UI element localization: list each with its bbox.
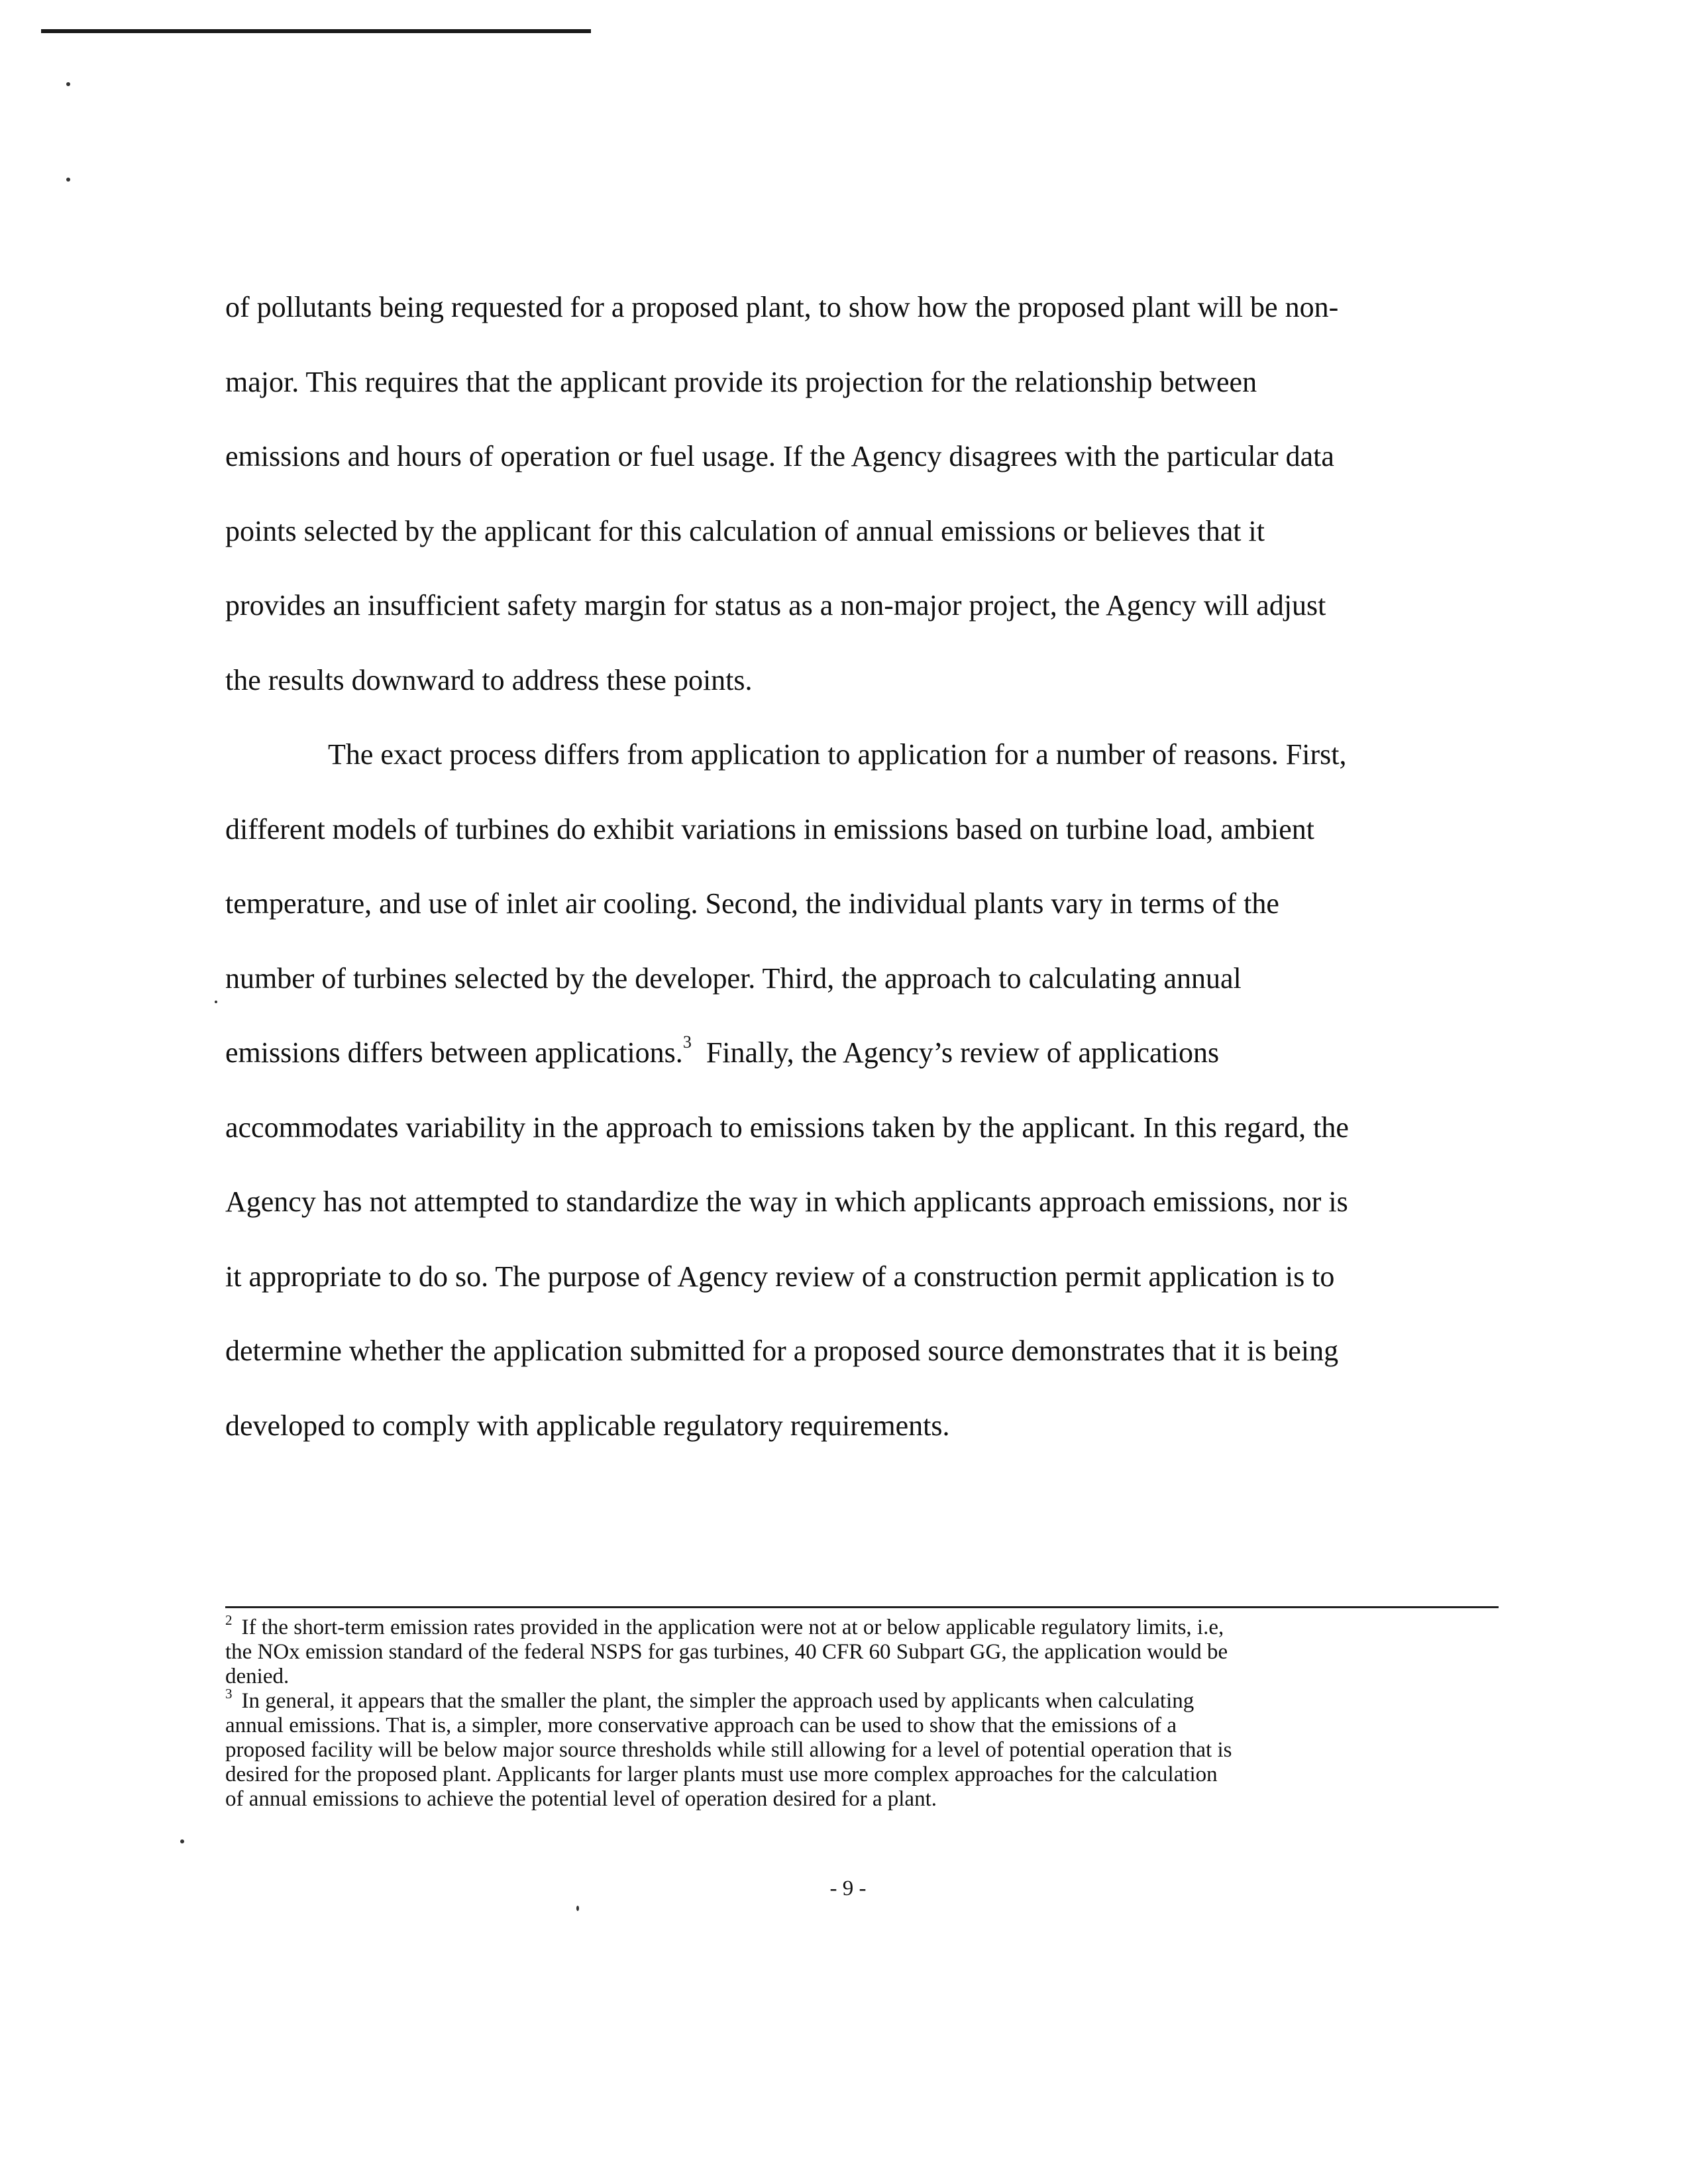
- document-body: [225, 270, 1504, 1463]
- body-line: emissions and hours of operation or fuel usage. If the Agency disagrees with the particular data: [225, 440, 1334, 472]
- body-line: temperature, and use of inlet air cooling. Second, the individual plants vary in terms of the: [225, 887, 1279, 920]
- body-line-segment: Finally, the Agency’s review of applications: [691, 1036, 1220, 1069]
- footnote-line: [225, 1612, 1504, 1640]
- footnote-line: [225, 1686, 1504, 1714]
- footnote-marker: 3: [225, 1686, 233, 1702]
- body-line: it appropriate to do so. The purpose of Agency review of a construction permit application is to: [225, 1260, 1335, 1293]
- body-line: the results downward to address these points.: [225, 663, 753, 696]
- body-line: The exact process differs from application to application for a number of reasons. First,: [328, 738, 1347, 771]
- body-line: developed to comply with applicable regulatory requirements.: [225, 1409, 950, 1442]
- footnote-line: annual emissions. That is, a simpler, more conservative approach can be used to show that the emissions of a: [225, 1714, 1177, 1737]
- body-line: of pollutants being requested for a proposed plant, to show how the proposed plant will be non-: [225, 291, 1339, 323]
- footnote-line: the NOx emission standard of the federal NSPS for gas turbines, 40 CFR 60 Subpart GG, the application would be: [225, 1640, 1228, 1664]
- body-line: accommodates variability in the approach to emissions taken by the applicant. In this regard, the: [225, 1111, 1349, 1144]
- paragraph-1: [225, 270, 1504, 718]
- footnote-line: desired for the proposed plant. Applicants for larger plants must use more complex approaches for the calculation: [225, 1763, 1218, 1786]
- footnote-text: In general, it appears that the smaller the plant, the simpler the approach used by applicants when calculating: [241, 1689, 1194, 1713]
- page-number: - 9 -: [829, 1877, 867, 1900]
- top-rule: [41, 29, 591, 33]
- body-line-segment: emissions differs between applications.: [225, 1036, 683, 1069]
- paragraph-2: [225, 718, 1504, 1463]
- footnote-line: denied.: [225, 1665, 290, 1688]
- body-line: different models of turbines do exhibit variations in emissions based on turbine load, ambient: [225, 812, 1314, 846]
- body-line: Agency has not attempted to standardize the way in which applicants approach emissions, nor is: [225, 1185, 1348, 1218]
- body-line: provides an insufficient safety margin for status as a non-major project, the Agency will adjust: [225, 589, 1326, 622]
- footnote-separator: [225, 1606, 1499, 1608]
- scan-speck: [576, 1906, 579, 1911]
- body-line: number of turbines selected by the developer. Third, the approach to calculating annual: [225, 961, 1242, 995]
- scan-speck: [66, 82, 70, 86]
- footnote-line: of annual emissions to achieve the potential level of operation desired for a plant.: [225, 1787, 937, 1811]
- footnote-line: proposed facility will be below major source thresholds while still allowing for a level of potential operation that is: [225, 1738, 1232, 1762]
- scan-speck: [180, 1839, 184, 1843]
- footnotes: [225, 1612, 1504, 1812]
- footnote-reference: 3: [682, 1032, 692, 1052]
- scan-speck: [66, 178, 70, 182]
- footnote-text: If the short-term emission rates provided in the application were not at or below applicable regulatory limits, i.e,: [241, 1615, 1224, 1639]
- body-line: points selected by the applicant for this calculation of annual emissions or believes that it: [225, 514, 1265, 547]
- body-line: determine whether the application submitted for a proposed source demonstrates that it is being: [225, 1335, 1339, 1367]
- body-line: major. This requires that the applicant provide its projection for the relationship between: [225, 365, 1257, 398]
- body-line-with-footnote: [225, 1016, 1504, 1091]
- footnote-2: [225, 1612, 1504, 1689]
- footnote-marker: 2: [225, 1612, 233, 1628]
- footnote-3: [225, 1686, 1504, 1812]
- scan-speck: [215, 1001, 217, 1003]
